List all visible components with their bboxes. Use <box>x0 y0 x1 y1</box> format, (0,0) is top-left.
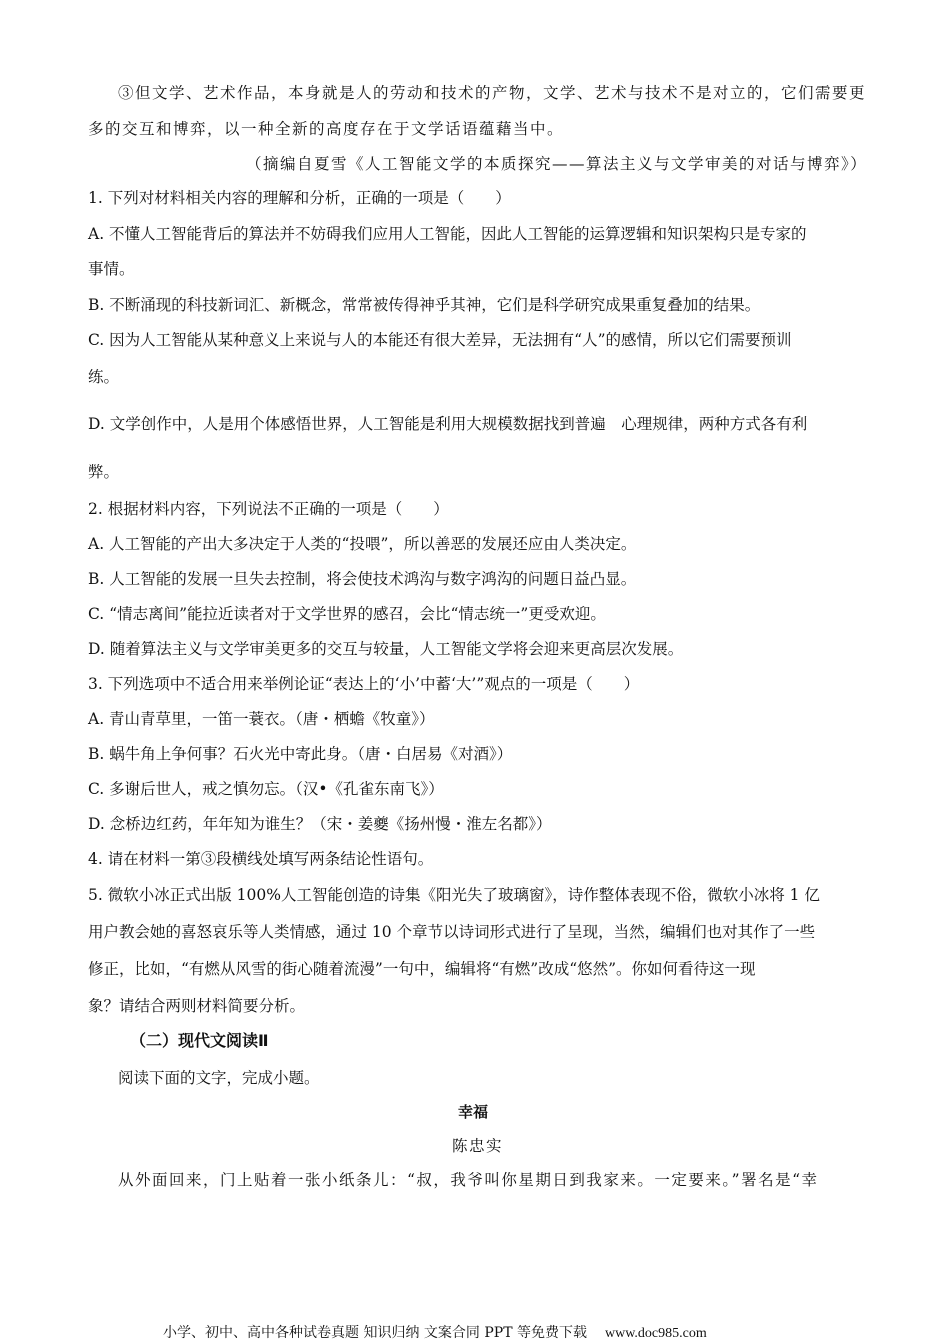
story-first-line: 从外面回来，门上贴着一张小纸条儿：“叔，我爷叫你星期日到我家来。一定要来。”署名是“幸 <box>118 1171 819 1189</box>
q5-line2: 用户教会她的喜怒哀乐等人类情感，通过 10 个章节以诗词形式进行了呈现，当然，编辑们也对其作了一些 <box>88 923 816 941</box>
q5-line1: 5. 微软小冰正式出版 100%人工智能创造的诗集《阳光失了玻璃窗》，诗作整体表现不俗，微软小冰将 1 亿 <box>88 886 820 904</box>
q5-line3: 修正，比如，“有燃从风雪的街心随着流漫”一句中，编辑将“有燃”改成“悠然”。你如何看待这一现 <box>88 960 756 978</box>
q2-option-d: D. 随着算法主义与文学审美更多的交互与较量，人工智能文学将会迎来更高层次发展。 <box>88 640 684 658</box>
q1-stem: 1. 下列对材料相关内容的理解和分析，正确的一项是（ ） <box>88 189 511 207</box>
q3-option-b: B. 蜗牛角上争何事？石火光中寄此身。（唐・白居易《对酒》） <box>88 745 513 763</box>
q5-line4: 象？请结合两则材料简要分析。 <box>88 997 306 1015</box>
q3-stem: 3. 下列选项中不适合用来举例论证“表达上的‘小’中蓄‘大’”观点的一项是（ ） <box>88 675 640 693</box>
section-instruction: 阅读下面的文字，完成小题。 <box>118 1069 320 1087</box>
story-title: 幸福 <box>458 1103 489 1121</box>
q2-stem: 2. 根据材料内容，下列说法不正确的一项是（ ） <box>88 500 449 518</box>
footer-url[interactable]: www.doc985.com <box>604 1326 707 1341</box>
q1-option-b: B. 不断涌现的科技新词汇、新概念，常常被传得神乎其神，它们是科学研究成果重复叠加的结果。 <box>88 296 761 314</box>
q1-option-d-line1: D. 文学创作中，人是用个体感悟世界，人工智能是利用大规模数据找到普遍 心理规律，两种方式各有利 <box>88 415 808 433</box>
footer-text: 小学、初中、高中各种试卷真题 知识归纳 文案合同 PPT 等免费下载 <box>163 1325 587 1341</box>
q3-option-a: A. 青山青草里，一笛一蓑衣。（唐・栖蟾《牧童》） <box>88 710 435 728</box>
q3-option-c: C. 多谢后世人，戒之慎勿忘。（汉•《孔雀东南飞》） <box>88 780 444 798</box>
q4-stem: 4. 请在材料一第③段横线处填写两条结论性语句。 <box>88 850 434 868</box>
q1-option-c-line1: C. 因为人工智能从某种意义上来说与人的本能还有很大差异，无法拥有“人”的感情，所以它们需要预训 <box>88 331 792 349</box>
q1-option-c-line2: 练。 <box>88 368 120 386</box>
q2-option-b: B. 人工智能的发展一旦失去控制，将会使技术鸿沟与数字鸿沟的问题日益凸显。 <box>88 570 637 588</box>
page-footer <box>163 1322 707 1342</box>
q3-option-d: D. 念桥边红药，年年知为谁生？（宋・姜夔《扬州慢・淮左名都》） <box>88 815 552 833</box>
q2-option-a: A. 人工智能的产出大多决定于人类的“投喂”，所以善恶的发展还应由人类决定。 <box>88 535 637 553</box>
story-author: 陈忠实 <box>452 1137 504 1155</box>
q2-option-c: C. “情志离间”能拉近读者对于文学世界的感召，会比“情志统一”更受欢迎。 <box>88 605 606 623</box>
passage-source: （摘编自夏雪《人工智能文学的本质探究——算法主义与文学审美的对话与博弈》） <box>246 155 868 173</box>
passage-para3-line1: ③但文学、艺术作品，本身就是人的劳动和技术的产物，文学、艺术与技术不是对立的，它们需要更 <box>118 84 867 102</box>
section-heading: （二）现代文阅读Ⅱ <box>130 1031 269 1050</box>
q1-option-d-line2: 弊。 <box>88 463 120 481</box>
q1-option-a-line1: A. 不懂人工智能背后的算法并不妨碍我们应用人工智能，因此人工智能的运算逻辑和知识架构只是专家的 <box>88 225 807 243</box>
passage-para3-line2: 多的交互和博弈，以一种全新的高度存在于文学话语蕴藉当中。 <box>88 120 565 138</box>
q1-option-a-line2: 事情。 <box>88 260 135 278</box>
